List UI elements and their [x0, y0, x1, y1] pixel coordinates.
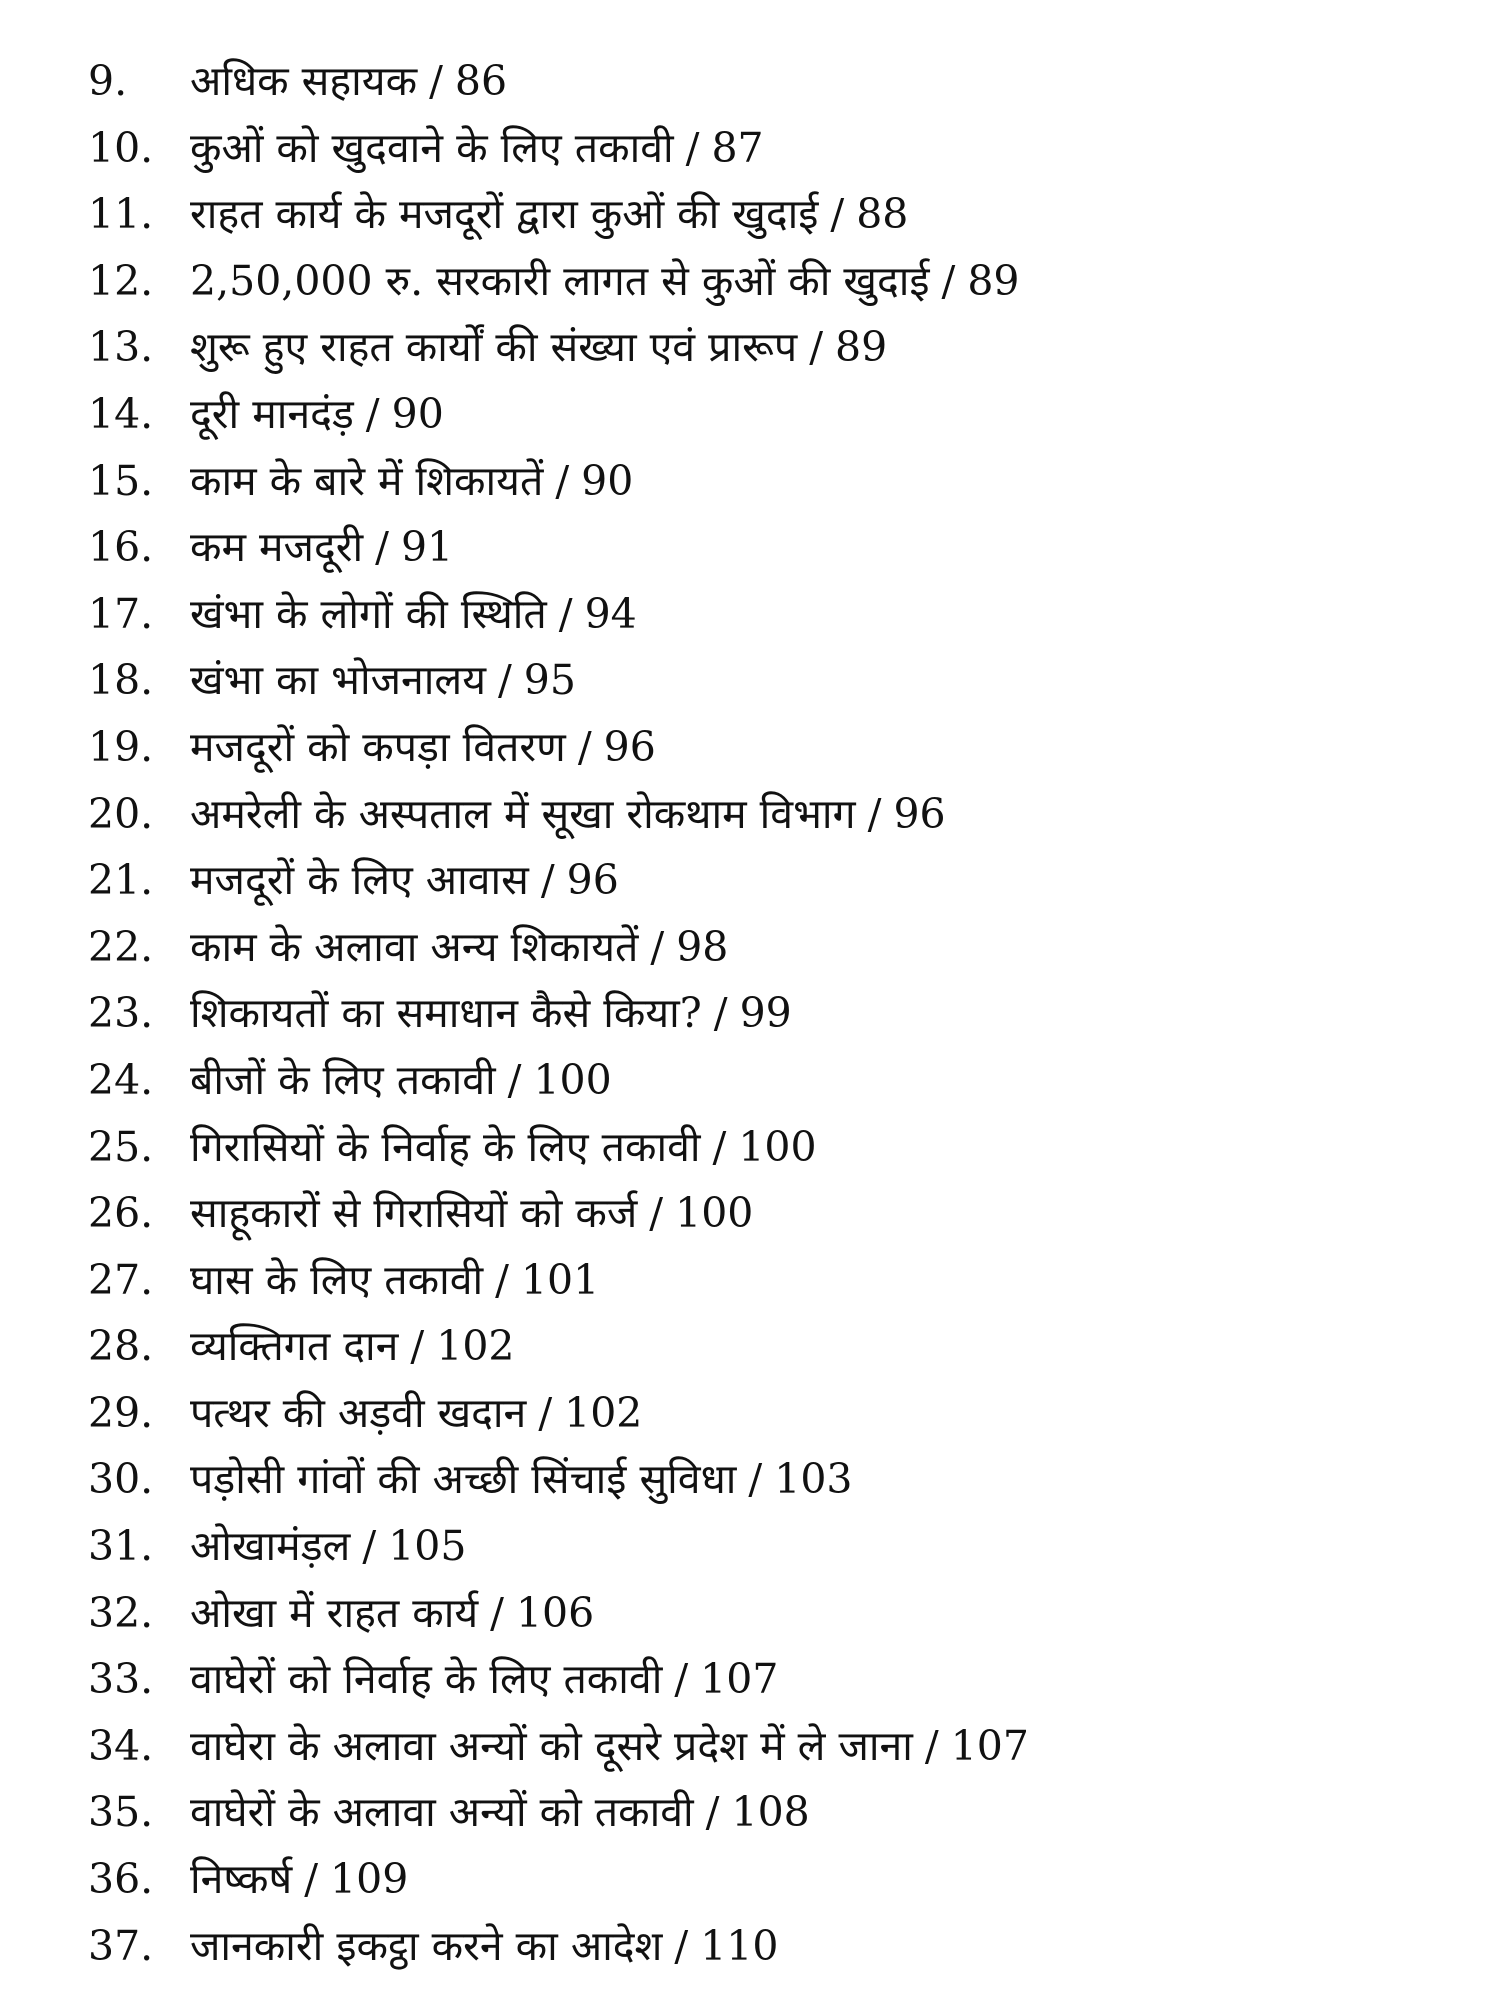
toc-entry-number: 13. [88, 323, 154, 372]
toc-entry [88, 514, 1448, 581]
toc-entry-number: 18. [88, 656, 154, 705]
toc-entry [88, 1380, 1448, 1447]
toc-entry-page-number: 94 [584, 589, 637, 638]
toc-entry-page-number: 106 [515, 1588, 595, 1637]
toc-entry-title: घास के लिए तकावी [190, 1255, 484, 1304]
toc-entry [88, 1513, 1448, 1580]
toc-entry-separator: / [674, 1921, 689, 1970]
toc-entry-title: गिरासियों के निर्वाह के लिए तकावी [190, 1122, 701, 1171]
toc-entry-page-number: 102 [436, 1322, 515, 1371]
toc-entry-separator: / [362, 1522, 377, 1571]
toc-entry-title: कम मजदूरी [190, 523, 364, 572]
toc-entry-title: मजदूरों को कपड़ा वितरण [190, 722, 566, 771]
toc-entry-number: 15. [88, 456, 154, 505]
toc-entry-separator: / [365, 389, 380, 438]
toc-entry-page-number: 105 [388, 1522, 467, 1571]
toc-entry-page-number: 107 [700, 1655, 779, 1704]
toc-entry-separator: / [748, 1455, 763, 1504]
toc-entry-title: 2,50,000 रु. सरकारी लागत से कुओं की खुदाई [190, 256, 930, 305]
toc-entry-page-number: 100 [533, 1055, 612, 1104]
toc-entry-page-number: 107 [950, 1721, 1029, 1770]
toc-entry-title: शिकायतों का समाधान कैसे किया? [190, 989, 702, 1038]
toc-entry-separator: / [555, 456, 570, 505]
toc-entry [88, 314, 1448, 381]
toc-entry-separator: / [924, 1721, 939, 1770]
toc-entry-separator: / [941, 256, 956, 305]
toc-entry-title: वाघेरों को निर्वाह के लिए तकावी [190, 1655, 663, 1704]
toc-entry-number: 25. [88, 1122, 154, 1171]
toc-entry-title: साहूकारों से गिरासियों को कर्ज [190, 1189, 638, 1238]
toc-entry [88, 381, 1448, 448]
toc-entry-separator: / [674, 1655, 689, 1704]
toc-entry [88, 115, 1448, 182]
toc-entry-number: 20. [88, 789, 154, 838]
toc-entry-title: मजदूरों के लिए आवास [190, 856, 529, 905]
toc-entry [88, 1247, 1448, 1314]
toc-entry-separator: / [429, 57, 443, 105]
toc-entry-page-number: 110 [700, 1921, 779, 1970]
toc-entry [88, 714, 1448, 781]
toc-entry-title: पत्थर की अड़वी खदान [190, 1388, 527, 1437]
toc-entry-number: 31. [88, 1522, 154, 1571]
toc-entry [88, 181, 1448, 248]
toc-entry [88, 448, 1448, 515]
toc-entry-number: 33. [88, 1655, 154, 1704]
toc-entry-number: 24. [88, 1055, 154, 1104]
toc-entry-page-number: 108 [731, 1788, 810, 1837]
toc-entry-separator: / [540, 856, 555, 905]
toc-entry-title: अमरेली के अस्पताल में सूखा रोकथाम विभाग [190, 789, 856, 838]
toc-entry-separator: / [830, 190, 845, 239]
toc-entry-page-number: 88 [856, 190, 909, 239]
toc-entry-number: 11. [88, 190, 154, 239]
toc-entry-page-number: 90 [391, 389, 444, 438]
toc-entry-separator: / [495, 1255, 509, 1304]
toc-entry-title: काम के बारे में शिकायतें [190, 456, 544, 505]
toc-entry [88, 781, 1448, 848]
toc-entry-title: वाघेरों के अलावा अन्यों को तकावी [190, 1788, 694, 1837]
toc-entry [88, 1313, 1448, 1380]
toc-entry-separator: / [497, 656, 512, 705]
toc-entry-number: 16. [88, 523, 154, 572]
toc-entry-separator: / [304, 1855, 319, 1904]
toc-entry-number: 29. [88, 1388, 154, 1437]
toc-entry-title: व्यक्तिगत दान [190, 1322, 399, 1371]
toc-entry-title: ओखामंड़ल [190, 1522, 351, 1571]
toc-entry-separator: / [809, 323, 824, 372]
toc-entry [88, 1446, 1448, 1513]
toc-entry [88, 48, 1448, 115]
toc-entry-separator: / [558, 589, 573, 638]
toc-entry-page-number: 96 [893, 789, 946, 838]
toc-entry-separator: / [705, 1788, 720, 1837]
toc-entry-page-number: 100 [738, 1122, 817, 1171]
toc-entry-page-number: 100 [675, 1189, 754, 1238]
toc-entry-title: काम के अलावा अन्य शिकायतें [190, 922, 639, 971]
toc-entry [88, 1114, 1448, 1181]
toc-entry-number: 10. [88, 123, 154, 172]
toc-entry-page-number: 95 [523, 656, 576, 705]
toc-entry-number: 36. [88, 1855, 154, 1904]
toc-entry-title: अधिक सहायक [190, 57, 418, 105]
toc-entry-title: कुओं को खुदवाने के लिए तकावी [190, 123, 674, 172]
toc-entry-separator: / [685, 123, 700, 172]
toc-entry-page-number: 90 [581, 456, 634, 505]
toc-entry-number: 30. [88, 1455, 154, 1504]
toc-entry-number: 12. [88, 256, 154, 305]
toc-entry-separator: / [507, 1055, 522, 1104]
toc-entry-page-number: 102 [564, 1388, 643, 1437]
toc-entry [88, 1646, 1448, 1713]
toc-entry-separator: / [713, 989, 728, 1038]
toc-entry-separator: / [410, 1322, 425, 1371]
toc-entry-separator: / [577, 722, 592, 771]
toc-entry-separator: / [650, 922, 665, 971]
toc-entry-number: 14. [88, 389, 154, 438]
toc-entry-page-number: 87 [711, 123, 764, 172]
toc-entry-title: खंभा के लोगों की स्थिति [190, 589, 547, 638]
toc-entry [88, 1913, 1448, 1980]
toc-entry [88, 1047, 1448, 1114]
toc-entry-number: 37. [88, 1921, 154, 1970]
toc-entry-number: 9. [88, 57, 128, 105]
toc-entry [88, 980, 1448, 1047]
toc-entry [88, 1846, 1448, 1913]
toc-entry-number: 27. [88, 1255, 154, 1304]
toc-entry-title: ओखा में राहत कार्य [190, 1588, 479, 1637]
toc-entry-page-number: 96 [603, 722, 656, 771]
toc-entry-title: वाघेरा के अलावा अन्यों को दूसरे प्रदेश में ले जाना [190, 1721, 913, 1770]
toc-entry-title: निष्कर्ष [190, 1855, 293, 1904]
toc-entry [88, 647, 1448, 714]
toc-entry [88, 914, 1448, 981]
toc-entry [88, 1713, 1448, 1780]
toc-entry-separator: / [538, 1388, 553, 1437]
toc-entry-title: शुरू हुए राहत कार्यों की संख्या एवं प्रारूप [190, 323, 798, 372]
toc-entry-title: दूरी मानदंड़ [190, 389, 354, 438]
toc-entry-page-number: 103 [774, 1455, 853, 1504]
toc-entry [88, 1580, 1448, 1647]
toc-entry-number: 17. [88, 589, 154, 638]
toc-entry-title: पड़ोसी गांवों की अच्छी सिंचाई सुविधा [190, 1455, 737, 1504]
toc-entry-title: खंभा का भोजनालय [190, 656, 486, 705]
toc-entry-separator: / [712, 1122, 727, 1171]
toc-entry-page-number: 91 [400, 523, 454, 572]
toc-entry-page-number: 101 [520, 1255, 600, 1304]
toc-entry-number: 19. [88, 722, 154, 771]
toc-entry-title: बीजों के लिए तकावी [190, 1055, 496, 1104]
toc-entry-number: 34. [88, 1721, 154, 1770]
toc-entry-page-number: 86 [454, 57, 508, 105]
toc-entry-number: 28. [88, 1322, 154, 1371]
toc-list [88, 48, 1448, 1979]
toc-entry [88, 1779, 1448, 1846]
toc-entry-page-number: 89 [967, 256, 1020, 305]
toc-entry-separator: / [375, 523, 389, 572]
toc-entry-number: 35. [88, 1788, 154, 1837]
toc-entry-title: राहत कार्य के मजदूरों द्वारा कुओं की खुदाई [190, 190, 819, 239]
toc-entry-page-number: 98 [676, 922, 729, 971]
toc-entry-page-number: 99 [739, 989, 792, 1038]
toc-entry [88, 248, 1448, 315]
toc-entry-page-number: 89 [835, 323, 888, 372]
toc-entry-separator: / [649, 1189, 664, 1238]
toc-entry-number: 23. [88, 989, 154, 1038]
toc-entry-separator: / [867, 789, 882, 838]
toc-entry-title: जानकारी इकट्ठा करने का आदेश [190, 1921, 663, 1970]
toc-entry [88, 1180, 1448, 1247]
toc-entry-number: 32. [88, 1588, 154, 1637]
toc-entry-number: 22. [88, 922, 154, 971]
toc-entry-number: 21. [88, 856, 154, 905]
toc-entry-page-number: 109 [330, 1855, 409, 1904]
toc-entry [88, 847, 1448, 914]
toc-entry-page-number: 96 [566, 856, 619, 905]
toc-entry-number: 26. [88, 1189, 154, 1238]
toc-entry-separator: / [490, 1588, 504, 1637]
toc-entry [88, 581, 1448, 648]
